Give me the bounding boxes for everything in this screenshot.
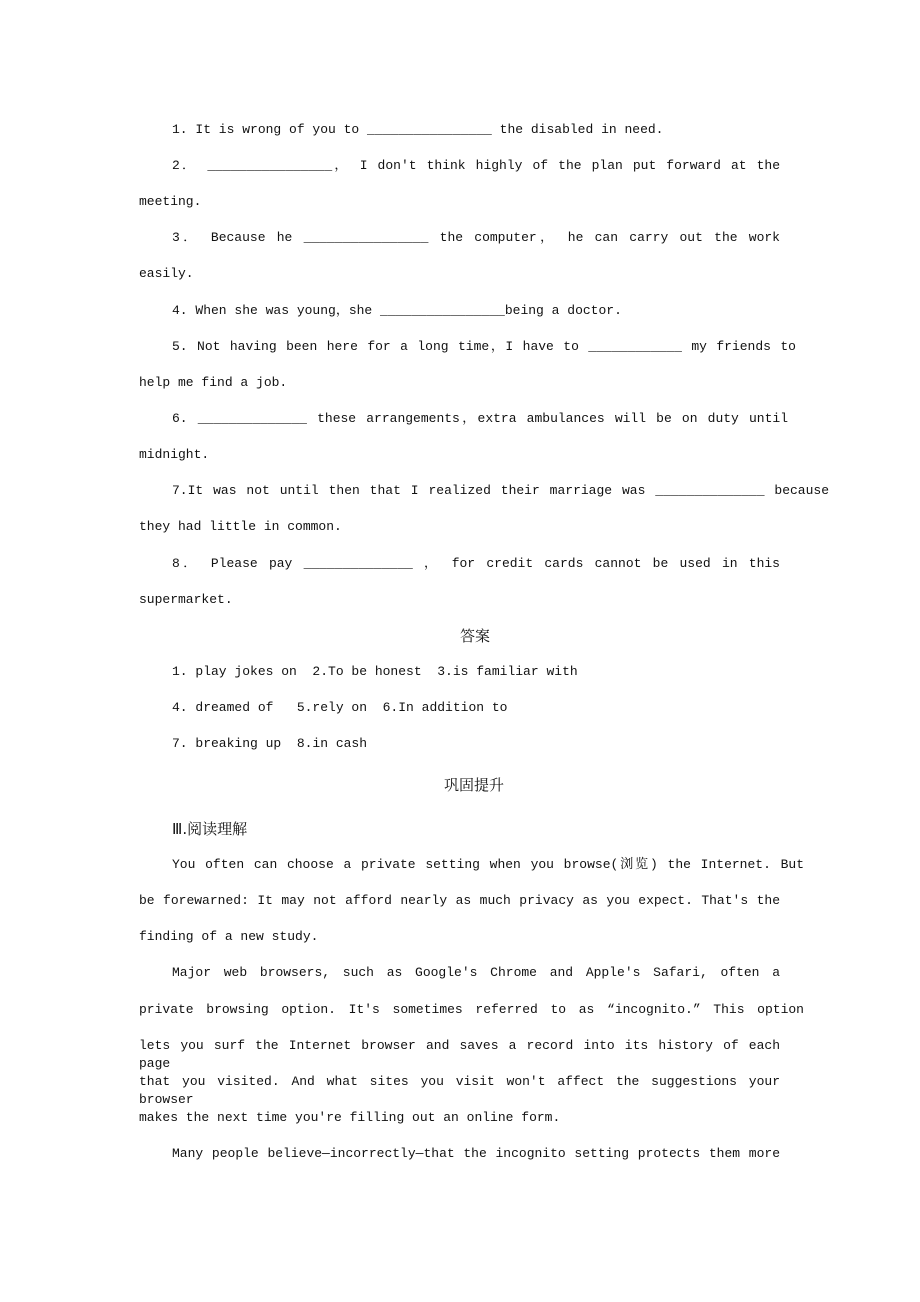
question-2-line: meeting. [139, 194, 202, 209]
question-4-line: 4. When she was young，she ________________being a doctor. [172, 303, 622, 318]
answer-line: 7. breaking up 8.in cash [172, 736, 368, 751]
answers-heading: 答案 [460, 627, 491, 645]
passage-line: finding of a new study. [139, 929, 319, 944]
question-5-line: help me find a job. [139, 375, 288, 390]
question-7-line: they had little in common. [139, 519, 342, 534]
question-8-line: supermarket. [139, 592, 233, 607]
question-1-line: 1. It is wrong of you to ________________ the disabled in need. [172, 122, 664, 137]
question-6-line: 6. ______________ these arrangements，extra ambulances will be on duty until [172, 411, 788, 426]
passage-line: makes the next time you're filling out an online form. [139, 1110, 561, 1125]
question-3-line: easily. [139, 266, 194, 281]
question-7-line: 7.It was not until then that I realized their marriage was ______________ because [172, 483, 829, 498]
question-6-line: midnight. [139, 447, 210, 462]
passage-line: Major web browsers, such as Google's Chrome and Apple's Safari, often a [172, 965, 780, 980]
answer-line: 4. dreamed of 5.rely on 6.In addition to [172, 700, 508, 715]
passage-line: be forewarned: It may not afford nearly as much privacy as you expect. That's the [139, 893, 780, 908]
section-heading: 巩固提升 [444, 776, 505, 794]
passage-line: Many people believe—incorrectly—that the incognito setting protects them more [172, 1146, 780, 1161]
question-8-line: 8． Please pay ______________ ， for credit cards cannot be used in this [172, 556, 780, 571]
passage-line: private browsing option. It's sometimes referred to as “incognito.” This option [139, 1002, 804, 1017]
passage-line: that you visited. And what sites you visit won't affect the suggestions your browser [139, 1074, 780, 1107]
passage-line: lets you surf the Internet browser and saves a record into its history of each page [139, 1038, 780, 1071]
question-3-line: 3． Because he ________________ the computer， he can carry out the work [172, 230, 780, 245]
passage-line: You often can choose a private setting when you browse(浏览) the Internet. But [172, 857, 804, 872]
question-2-line: 2． ________________， I don't think highly of the plan put forward at the [172, 158, 780, 173]
question-5-line: 5. Not having been here for a long time，I have to ____________ my friends to [172, 339, 796, 354]
section-subheading: Ⅲ.阅读理解 [172, 820, 248, 838]
answer-line: 1. play jokes on 2.To be honest 3.is familiar with [172, 664, 578, 679]
